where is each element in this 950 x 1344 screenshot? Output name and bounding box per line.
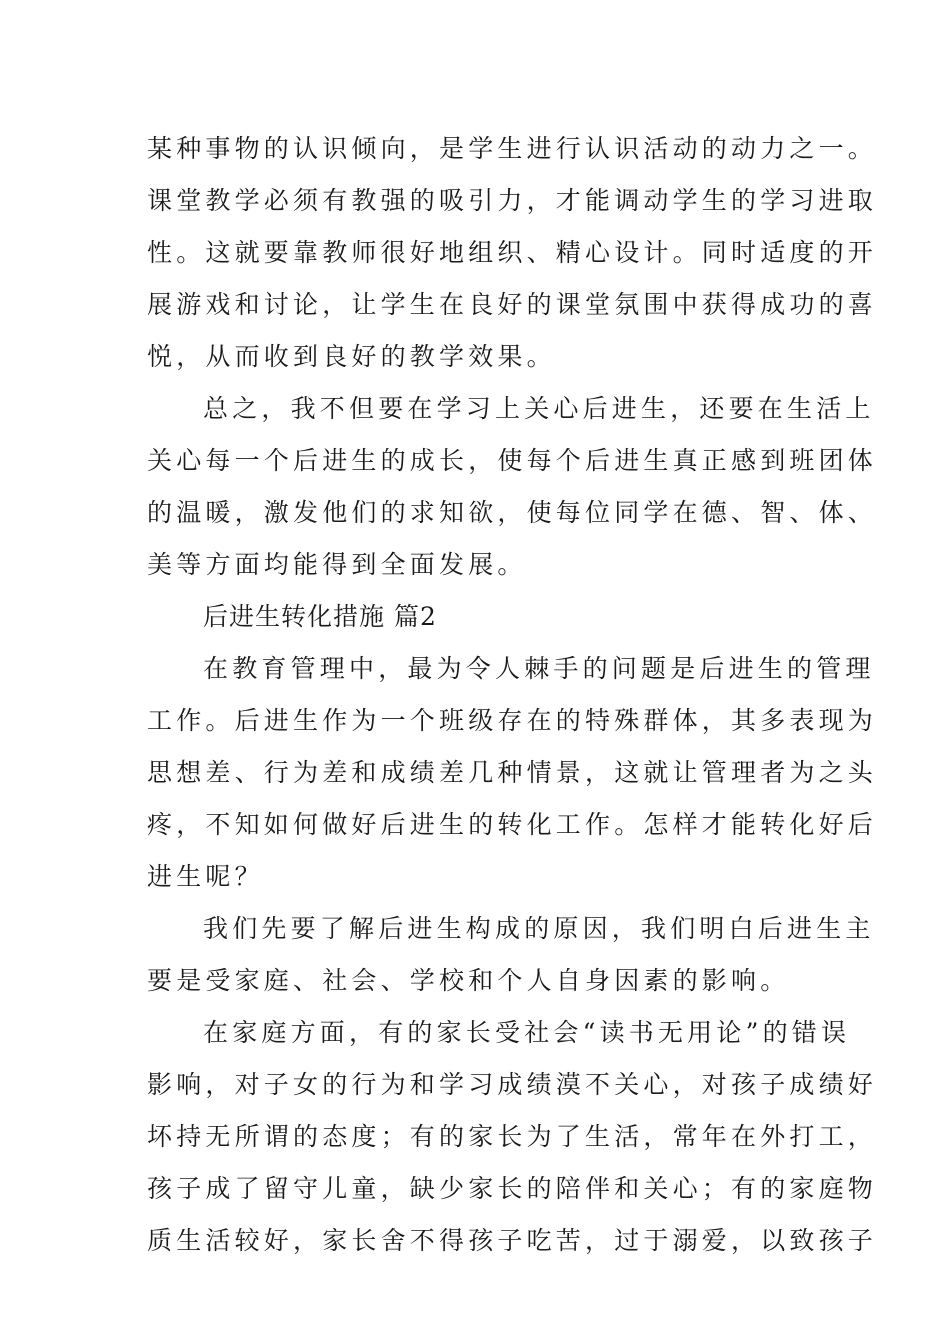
paragraph-line: 我们先要了解后进生构成的原因，我们明白后进生主 (203, 914, 875, 943)
paragraph-line: 悦，从而收到良好的教学效果。 (147, 342, 556, 371)
section-heading: 后进生转化措施 篇2 (203, 602, 437, 631)
paragraph-line: 展游戏和讨论，让学生在良好的课堂氛围中获得成功的喜 (147, 290, 878, 319)
paragraph-line: 性。这就要靠教师很好地组织、精心设计。同时适度的开 (147, 238, 878, 267)
paragraph-line: 总之，我不但要在学习上关心后进生，还要在生活上 (203, 394, 875, 423)
paragraph-line: 思想差、行为差和成绩差几种情景，这就让管理者为之头 (147, 758, 878, 787)
paragraph-line: 工作。后进生作为一个班级存在的特殊群体，其多表现为 (147, 706, 878, 735)
paragraph-line: 要是受家庭、社会、学校和个人自身因素的影响。 (147, 966, 790, 995)
paragraph-line: 在家庭方面，有的家长受社会“读书无用论”的错误 (203, 1018, 851, 1047)
paragraph-line: 课堂教学必须有教强的吸引力，才能调动学生的学习进取 (147, 186, 878, 215)
paragraph-line: 坏持无所谓的态度；有的家长为了生活，常年在外打工， (147, 1122, 878, 1151)
paragraph-line: 关心每一个后进生的成长，使每个后进生真正感到班团体 (147, 446, 878, 475)
paragraph-line: 美等方面均能得到全面发展。 (147, 550, 527, 579)
paragraph-line: 影响，对子女的行为和学习成绩漠不关心，对孩子成绩好 (147, 1070, 878, 1099)
paragraph-line: 进生呢？ (147, 862, 264, 891)
paragraph-line: 疼，不知如何做好后进生的转化工作。怎样才能转化好后 (147, 810, 878, 839)
paragraph-line: 的温暖，激发他们的求知欲，使每位同学在德、智、体、 (147, 498, 878, 527)
paragraph-line: 质生活较好，家长舍不得孩子吃苦，过于溺爱，以致孩子 (147, 1226, 878, 1255)
paragraph-line: 某种事物的认识倾向，是学生进行认识活动的动力之一。 (147, 134, 878, 163)
paragraph-line: 孩子成了留守儿童，缺少家长的陪伴和关心；有的家庭物 (147, 1174, 878, 1203)
document-body (147, 123, 878, 1267)
paragraph-line: 在教育管理中，最为令人棘手的问题是后进生的管理 (203, 654, 875, 683)
